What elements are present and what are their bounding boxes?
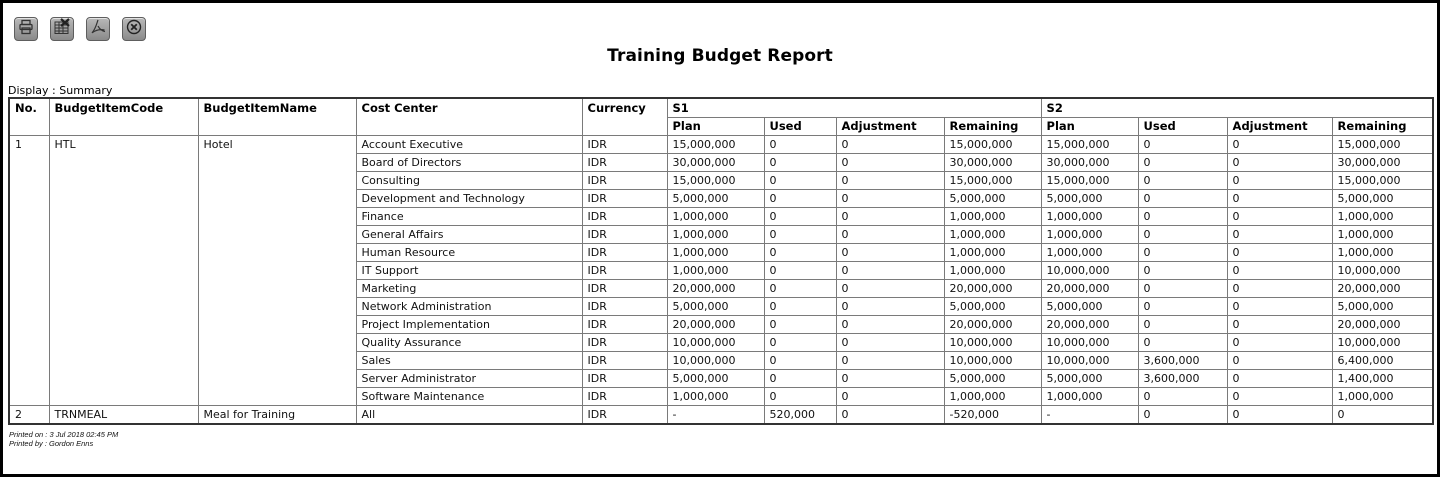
s1-plan-cell: 5,000,000 xyxy=(667,370,764,388)
s1-used-cell: 0 xyxy=(764,334,836,352)
s1-used-cell: 0 xyxy=(764,190,836,208)
report-body xyxy=(9,136,1433,425)
close-icon xyxy=(125,18,143,40)
s2-remaining-cell: 1,000,000 xyxy=(1332,388,1433,406)
s1-used-cell: 0 xyxy=(764,136,836,154)
s1-remaining-cell: -520,000 xyxy=(944,406,1041,425)
printed-on-label: Printed on : 3 Jul 2018 02:45 PM xyxy=(9,430,119,439)
s1-adjustment-cell: 0 xyxy=(836,136,944,154)
s1-plan-cell: 10,000,000 xyxy=(667,352,764,370)
col-header-s1-used: Used xyxy=(764,118,836,136)
budget-item-name-cell: Meal for Training xyxy=(198,406,356,425)
col-header-no: No. xyxy=(9,98,49,136)
col-header-budget-item-name: BudgetItemName xyxy=(198,98,356,136)
cost-center-cell: Human Resource xyxy=(356,244,582,262)
s2-adjustment-cell: 0 xyxy=(1227,154,1332,172)
s2-used-cell: 3,600,000 xyxy=(1138,352,1227,370)
s2-remaining-cell: 5,000,000 xyxy=(1332,298,1433,316)
s2-plan-cell: 10,000,000 xyxy=(1041,334,1138,352)
s1-remaining-cell: 5,000,000 xyxy=(944,370,1041,388)
currency-cell: IDR xyxy=(582,334,667,352)
s1-plan-cell: 30,000,000 xyxy=(667,154,764,172)
col-header-s2-used: Used xyxy=(1138,118,1227,136)
s1-remaining-cell: 1,000,000 xyxy=(944,208,1041,226)
close-button[interactable] xyxy=(122,17,146,41)
s1-plan-cell: - xyxy=(667,406,764,425)
currency-cell: IDR xyxy=(582,136,667,154)
s2-plan-cell: 1,000,000 xyxy=(1041,244,1138,262)
s1-remaining-cell: 1,000,000 xyxy=(944,226,1041,244)
s1-plan-cell: 1,000,000 xyxy=(667,262,764,280)
currency-cell: IDR xyxy=(582,244,667,262)
s1-plan-cell: 1,000,000 xyxy=(667,244,764,262)
s1-used-cell: 0 xyxy=(764,244,836,262)
s2-remaining-cell: 20,000,000 xyxy=(1332,316,1433,334)
col-header-s2-plan: Plan xyxy=(1041,118,1138,136)
s1-remaining-cell: 5,000,000 xyxy=(944,190,1041,208)
currency-cell: IDR xyxy=(582,352,667,370)
s1-used-cell: 0 xyxy=(764,370,836,388)
cost-center-cell: IT Support xyxy=(356,262,582,280)
s2-used-cell: 0 xyxy=(1138,136,1227,154)
col-header-s1-remaining: Remaining xyxy=(944,118,1041,136)
s1-used-cell: 0 xyxy=(764,388,836,406)
s2-plan-cell: 1,000,000 xyxy=(1041,208,1138,226)
s2-used-cell: 0 xyxy=(1138,316,1227,334)
s2-remaining-cell: 6,400,000 xyxy=(1332,352,1433,370)
s1-remaining-cell: 1,000,000 xyxy=(944,262,1041,280)
cost-center-cell: General Affairs xyxy=(356,226,582,244)
col-group-s1: S1 xyxy=(667,98,1041,118)
cost-center-cell: Marketing xyxy=(356,280,582,298)
s2-adjustment-cell: 0 xyxy=(1227,190,1332,208)
printed-by-label: Printed by : Gordon Enns xyxy=(9,439,94,448)
s2-used-cell: 3,600,000 xyxy=(1138,370,1227,388)
currency-cell: IDR xyxy=(582,316,667,334)
s1-plan-cell: 1,000,000 xyxy=(667,388,764,406)
printer-icon xyxy=(17,18,35,40)
item-no-cell: 2 xyxy=(9,406,49,425)
budget-item-code-cell: HTL xyxy=(49,136,198,406)
export-pdf-button[interactable] xyxy=(86,17,110,41)
s2-adjustment-cell: 0 xyxy=(1227,280,1332,298)
s1-adjustment-cell: 0 xyxy=(836,316,944,334)
s2-plan-cell: 5,000,000 xyxy=(1041,298,1138,316)
s2-adjustment-cell: 0 xyxy=(1227,352,1332,370)
s2-plan-cell: - xyxy=(1041,406,1138,425)
cost-center-cell: Network Administration xyxy=(356,298,582,316)
currency-cell: IDR xyxy=(582,388,667,406)
currency-cell: IDR xyxy=(582,226,667,244)
currency-cell: IDR xyxy=(582,406,667,425)
s1-remaining-cell: 15,000,000 xyxy=(944,136,1041,154)
s2-remaining-cell: 1,000,000 xyxy=(1332,226,1433,244)
currency-cell: IDR xyxy=(582,370,667,388)
s2-adjustment-cell: 0 xyxy=(1227,226,1332,244)
cost-center-cell: Server Administrator xyxy=(356,370,582,388)
s2-plan-cell: 15,000,000 xyxy=(1041,172,1138,190)
col-group-s2: S2 xyxy=(1041,98,1433,118)
col-header-currency: Currency xyxy=(582,98,667,136)
s2-plan-cell: 1,000,000 xyxy=(1041,388,1138,406)
s2-remaining-cell: 1,000,000 xyxy=(1332,208,1433,226)
s1-adjustment-cell: 0 xyxy=(836,226,944,244)
report-toolbar xyxy=(14,17,146,41)
s2-remaining-cell: 1,000,000 xyxy=(1332,244,1433,262)
s1-remaining-cell: 20,000,000 xyxy=(944,280,1041,298)
s1-plan-cell: 1,000,000 xyxy=(667,208,764,226)
budget-item-name-cell: Hotel xyxy=(198,136,356,406)
s2-plan-cell: 20,000,000 xyxy=(1041,316,1138,334)
print-button[interactable] xyxy=(14,17,38,41)
s2-adjustment-cell: 0 xyxy=(1227,208,1332,226)
currency-cell: IDR xyxy=(582,280,667,298)
s2-remaining-cell: 0 xyxy=(1332,406,1433,425)
s2-adjustment-cell: 0 xyxy=(1227,172,1332,190)
s1-adjustment-cell: 0 xyxy=(836,298,944,316)
s2-adjustment-cell: 0 xyxy=(1227,316,1332,334)
currency-cell: IDR xyxy=(582,190,667,208)
s1-adjustment-cell: 0 xyxy=(836,334,944,352)
cost-center-cell: Development and Technology xyxy=(356,190,582,208)
s2-remaining-cell: 30,000,000 xyxy=(1332,154,1433,172)
s2-remaining-cell: 15,000,000 xyxy=(1332,172,1433,190)
s1-used-cell: 520,000 xyxy=(764,406,836,425)
s2-adjustment-cell: 0 xyxy=(1227,262,1332,280)
s2-used-cell: 0 xyxy=(1138,334,1227,352)
currency-cell: IDR xyxy=(582,154,667,172)
s2-remaining-cell: 20,000,000 xyxy=(1332,280,1433,298)
s2-remaining-cell: 10,000,000 xyxy=(1332,334,1433,352)
s1-used-cell: 0 xyxy=(764,172,836,190)
s2-plan-cell: 15,000,000 xyxy=(1041,136,1138,154)
col-header-cost-center: Cost Center xyxy=(356,98,582,136)
col-header-s2-remaining: Remaining xyxy=(1332,118,1433,136)
s2-used-cell: 0 xyxy=(1138,406,1227,425)
s2-used-cell: 0 xyxy=(1138,190,1227,208)
s1-used-cell: 0 xyxy=(764,352,836,370)
s2-used-cell: 0 xyxy=(1138,208,1227,226)
s2-plan-cell: 10,000,000 xyxy=(1041,352,1138,370)
col-header-s2-adjustment: Adjustment xyxy=(1227,118,1332,136)
s1-plan-cell: 5,000,000 xyxy=(667,190,764,208)
s1-adjustment-cell: 0 xyxy=(836,208,944,226)
s2-plan-cell: 10,000,000 xyxy=(1041,262,1138,280)
col-header-s1-plan: Plan xyxy=(667,118,764,136)
s1-adjustment-cell: 0 xyxy=(836,280,944,298)
currency-cell: IDR xyxy=(582,262,667,280)
s1-used-cell: 0 xyxy=(764,298,836,316)
s2-remaining-cell: 15,000,000 xyxy=(1332,136,1433,154)
cost-center-cell: Sales xyxy=(356,352,582,370)
s2-used-cell: 0 xyxy=(1138,226,1227,244)
s1-adjustment-cell: 0 xyxy=(836,352,944,370)
s1-remaining-cell: 10,000,000 xyxy=(944,334,1041,352)
s1-plan-cell: 1,000,000 xyxy=(667,226,764,244)
s1-adjustment-cell: 0 xyxy=(836,370,944,388)
display-mode-label: Display : Summary xyxy=(8,84,113,97)
s2-plan-cell: 20,000,000 xyxy=(1041,280,1138,298)
s2-adjustment-cell: 0 xyxy=(1227,334,1332,352)
s1-adjustment-cell: 0 xyxy=(836,244,944,262)
s2-adjustment-cell: 0 xyxy=(1227,244,1332,262)
s1-remaining-cell: 20,000,000 xyxy=(944,316,1041,334)
s1-used-cell: 0 xyxy=(764,208,836,226)
cost-center-cell: Project Implementation xyxy=(356,316,582,334)
currency-cell: IDR xyxy=(582,172,667,190)
s2-adjustment-cell: 0 xyxy=(1227,388,1332,406)
s2-used-cell: 0 xyxy=(1138,244,1227,262)
item-no-cell: 1 xyxy=(9,136,49,406)
s1-adjustment-cell: 0 xyxy=(836,190,944,208)
s1-remaining-cell: 15,000,000 xyxy=(944,172,1041,190)
budget-report-table xyxy=(8,97,1434,425)
pdf-icon xyxy=(89,18,107,40)
s2-plan-cell: 5,000,000 xyxy=(1041,190,1138,208)
s2-adjustment-cell: 0 xyxy=(1227,370,1332,388)
cost-center-cell: Finance xyxy=(356,208,582,226)
s2-remaining-cell: 5,000,000 xyxy=(1332,190,1433,208)
s1-adjustment-cell: 0 xyxy=(836,172,944,190)
s2-plan-cell: 1,000,000 xyxy=(1041,226,1138,244)
s1-remaining-cell: 30,000,000 xyxy=(944,154,1041,172)
s2-remaining-cell: 10,000,000 xyxy=(1332,262,1433,280)
s2-used-cell: 0 xyxy=(1138,388,1227,406)
s1-plan-cell: 20,000,000 xyxy=(667,280,764,298)
col-header-budget-item-code: BudgetItemCode xyxy=(49,98,198,136)
s1-adjustment-cell: 0 xyxy=(836,262,944,280)
s1-remaining-cell: 1,000,000 xyxy=(944,244,1041,262)
export-excel-button[interactable] xyxy=(50,17,74,41)
s1-used-cell: 0 xyxy=(764,280,836,298)
s2-used-cell: 0 xyxy=(1138,154,1227,172)
s2-plan-cell: 30,000,000 xyxy=(1041,154,1138,172)
s1-adjustment-cell: 0 xyxy=(836,154,944,172)
s1-used-cell: 0 xyxy=(764,262,836,280)
cost-center-cell: Software Maintenance xyxy=(356,388,582,406)
s1-plan-cell: 5,000,000 xyxy=(667,298,764,316)
col-header-s1-adjustment: Adjustment xyxy=(836,118,944,136)
s1-remaining-cell: 1,000,000 xyxy=(944,388,1041,406)
s1-used-cell: 0 xyxy=(764,154,836,172)
s1-plan-cell: 20,000,000 xyxy=(667,316,764,334)
cost-center-cell: Quality Assurance xyxy=(356,334,582,352)
s2-remaining-cell: 1,400,000 xyxy=(1332,370,1433,388)
s2-adjustment-cell: 0 xyxy=(1227,406,1332,425)
s2-plan-cell: 5,000,000 xyxy=(1041,370,1138,388)
s2-used-cell: 0 xyxy=(1138,172,1227,190)
table-row xyxy=(9,406,1433,425)
cost-center-cell: Account Executive xyxy=(356,136,582,154)
budget-item-code-cell: TRNMEAL xyxy=(49,406,198,425)
s2-adjustment-cell: 0 xyxy=(1227,136,1332,154)
s1-used-cell: 0 xyxy=(764,226,836,244)
cost-center-cell: Board of Directors xyxy=(356,154,582,172)
s2-used-cell: 0 xyxy=(1138,262,1227,280)
s1-plan-cell: 10,000,000 xyxy=(667,334,764,352)
s1-plan-cell: 15,000,000 xyxy=(667,136,764,154)
table-row xyxy=(9,136,1433,154)
cost-center-cell: All xyxy=(356,406,582,425)
s2-used-cell: 0 xyxy=(1138,298,1227,316)
s2-used-cell: 0 xyxy=(1138,280,1227,298)
header-row-1 xyxy=(9,98,1433,118)
s1-plan-cell: 15,000,000 xyxy=(667,172,764,190)
cost-center-cell: Consulting xyxy=(356,172,582,190)
report-title: Training Budget Report xyxy=(607,46,833,66)
s1-adjustment-cell: 0 xyxy=(836,406,944,425)
currency-cell: IDR xyxy=(582,298,667,316)
currency-cell: IDR xyxy=(582,208,667,226)
s2-adjustment-cell: 0 xyxy=(1227,298,1332,316)
s1-remaining-cell: 5,000,000 xyxy=(944,298,1041,316)
print-footer xyxy=(9,430,118,448)
s1-used-cell: 0 xyxy=(764,316,836,334)
excel-icon xyxy=(53,18,71,40)
s1-remaining-cell: 10,000,000 xyxy=(944,352,1041,370)
s1-adjustment-cell: 0 xyxy=(836,388,944,406)
